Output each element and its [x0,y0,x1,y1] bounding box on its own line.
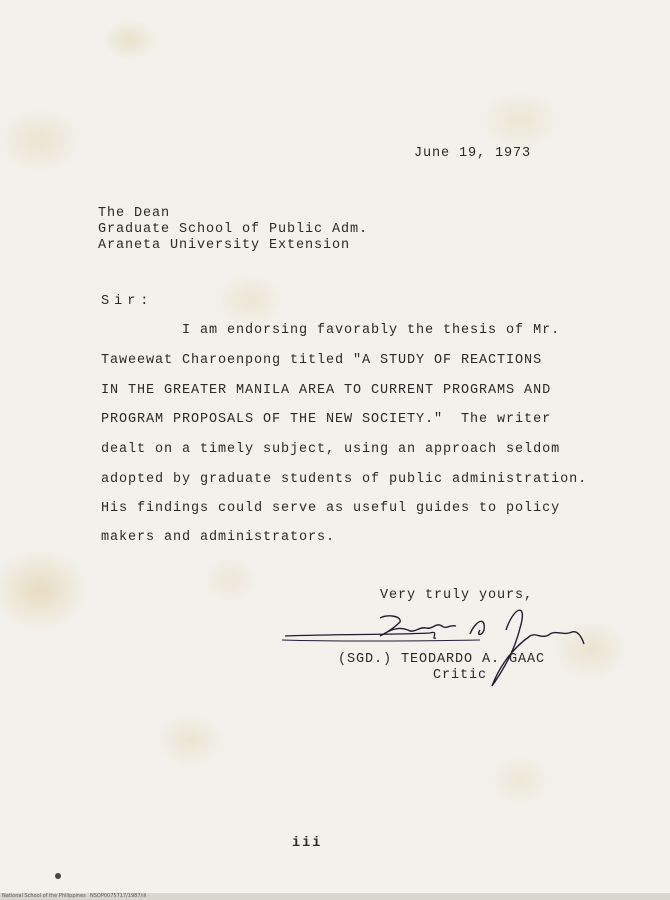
footer-id: NSOP0075717/1987/iii [90,893,147,899]
body-line: PROGRAM PROPOSALS OF THE NEW SOCIETY." The writer [101,412,552,427]
signature-name: (SGD.) TEODARDO A. GAAC [338,652,546,667]
signature-title: Critic [433,668,488,683]
recipient-line-3: Araneta University Extension [98,238,351,253]
body-line: IN THE GREATER MANILA AREA TO CURRENT PROGRAMS AND [101,383,552,398]
body-line: adopted by graduate students of public administration. [101,472,588,487]
scan-footer [0,893,670,900]
body-line: His findings could serve as useful guides to policy [101,501,561,516]
recipient-line-1: The Dean [98,206,171,221]
body-line: I am endorsing favorably the thesis of Mr. [101,323,561,338]
letter-date: June 19, 1973 [414,146,532,161]
body-line: dealt on a timely subject, using an approach seldom [101,442,561,457]
closing: Very truly yours, [380,588,534,603]
body-line: Taweewat Charoenpong titled "A STUDY OF REACTIONS [101,353,543,368]
recipient-line-2: Graduate School of Public Adm. [98,222,369,237]
footer-source: National School of the Philippines [2,893,86,899]
ink-dot [55,873,61,879]
salutation: Sir: [101,294,154,309]
body-line: makers and administrators. [101,530,336,545]
page-number: iii [292,836,323,851]
